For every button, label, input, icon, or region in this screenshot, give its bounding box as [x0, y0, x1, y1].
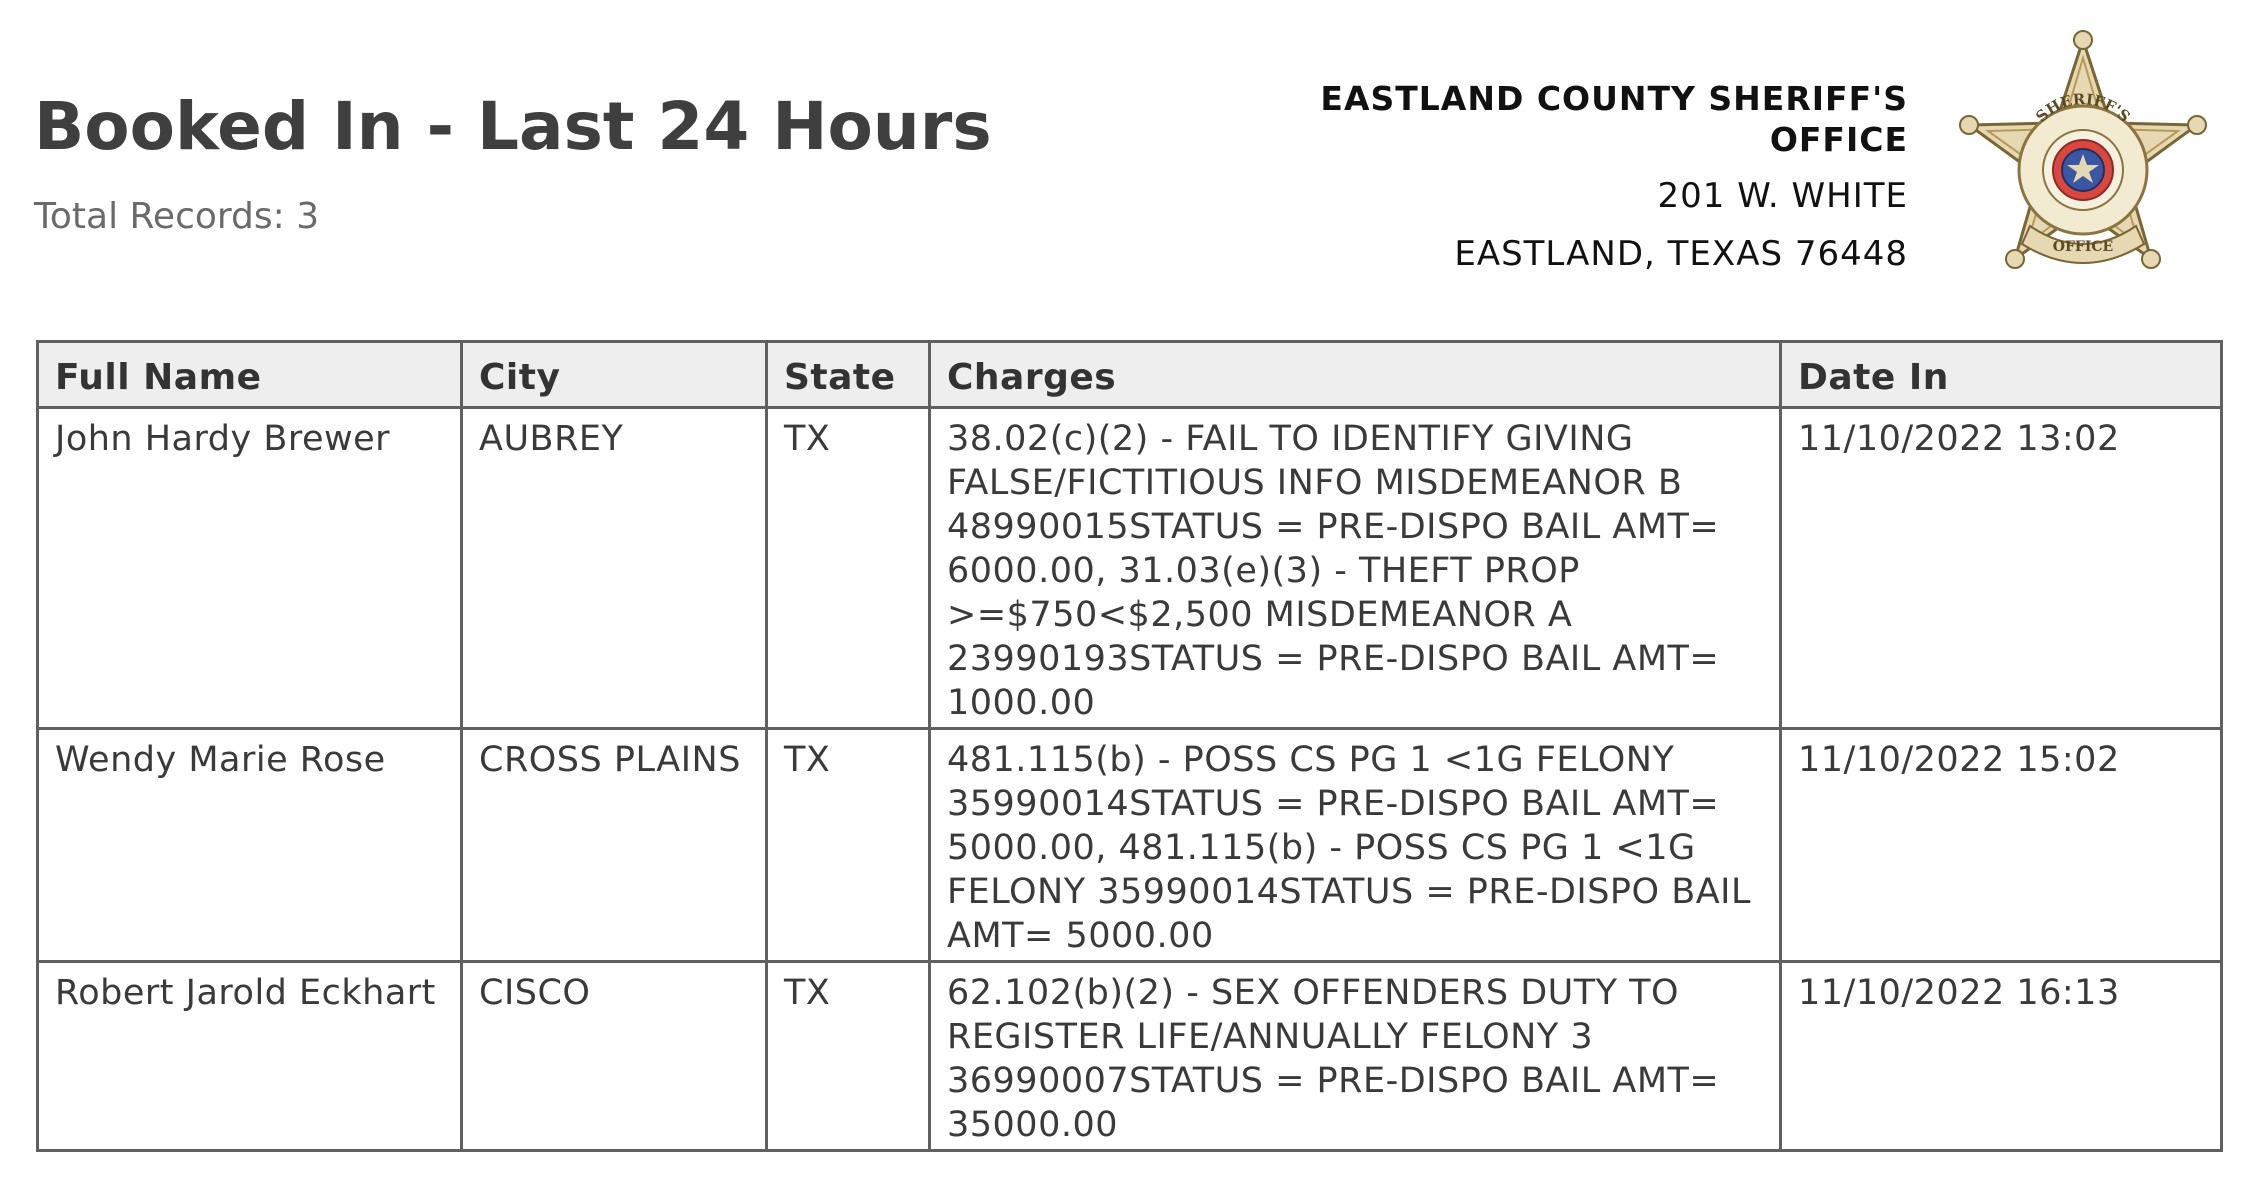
- cell-full-name: Wendy Marie Rose: [38, 729, 462, 962]
- column-header-state: State: [767, 342, 930, 408]
- table-row: [38, 729, 2222, 962]
- cell-date-in: 11/10/2022 15:02: [1781, 729, 2222, 962]
- office-name-line1: EASTLAND COUNTY SHERIFF'S: [1320, 79, 1908, 118]
- badge-top-text: SHERIFF'S: [2032, 90, 2134, 126]
- column-header-full-name: Full Name: [38, 342, 462, 408]
- office-address-line1: 201 W. WHITE: [1657, 176, 1908, 216]
- cell-state: TX: [767, 729, 930, 962]
- cell-state: TX: [767, 408, 930, 729]
- total-records: Total Records: 3: [34, 196, 320, 237]
- office-name-line2: OFFICE: [1769, 120, 1908, 159]
- cell-full-name: John Hardy Brewer: [38, 408, 462, 729]
- cell-full-name: Robert Jarold Eckhart: [38, 962, 462, 1151]
- sheriff-star-badge-icon: [1938, 30, 2228, 305]
- bookings-table: [36, 340, 2223, 1152]
- table-header-row: [38, 342, 2222, 408]
- office-address-line2: EASTLAND, TEXAS 76448: [1454, 234, 1908, 274]
- column-header-date-in: Date In: [1781, 342, 2222, 408]
- cell-city: AUBREY: [462, 408, 767, 729]
- office-info: [1208, 78, 1908, 274]
- cell-city: CROSS PLAINS: [462, 729, 767, 962]
- column-header-charges: Charges: [930, 342, 1781, 408]
- table-row: [38, 962, 2222, 1151]
- badge-bottom-text: OFFICE: [2052, 239, 2114, 255]
- column-header-city: City: [462, 342, 767, 408]
- cell-charges: 38.02(c)(2) - FAIL TO IDENTIFY GIVING FALSE/FICTITIOUS INFO MISDEMEANOR B 48990015STATUS = PRE-DISPO BAIL AMT= 6000.00, 31.03(e)(3) - THEFT PROP >=$750<$2,500 MISDEMEANOR A 23990193STATUS = PRE-DISPO BAIL AMT= 1000.00: [930, 408, 1781, 729]
- cell-state: TX: [767, 962, 930, 1151]
- cell-city: CISCO: [462, 962, 767, 1151]
- cell-charges: 481.115(b) - POSS CS PG 1 <1G FELONY 35990014STATUS = PRE-DISPO BAIL AMT= 5000.00, 481.115(b) - POSS CS PG 1 <1G FELONY 35990014STATUS = PRE-DISPO BAIL AMT= 5000.00: [930, 729, 1781, 962]
- cell-date-in: 11/10/2022 13:02: [1781, 408, 2222, 729]
- cell-charges: 62.102(b)(2) - SEX OFFENDERS DUTY TO REGISTER LIFE/ANNUALLY FELONY 3 36990007STATUS = PRE-DISPO BAIL AMT= 35000.00: [930, 962, 1781, 1151]
- cell-date-in: 11/10/2022 16:13: [1781, 962, 2222, 1151]
- page-title: Booked In - Last 24 Hours: [34, 88, 992, 165]
- table-row: [38, 408, 2222, 729]
